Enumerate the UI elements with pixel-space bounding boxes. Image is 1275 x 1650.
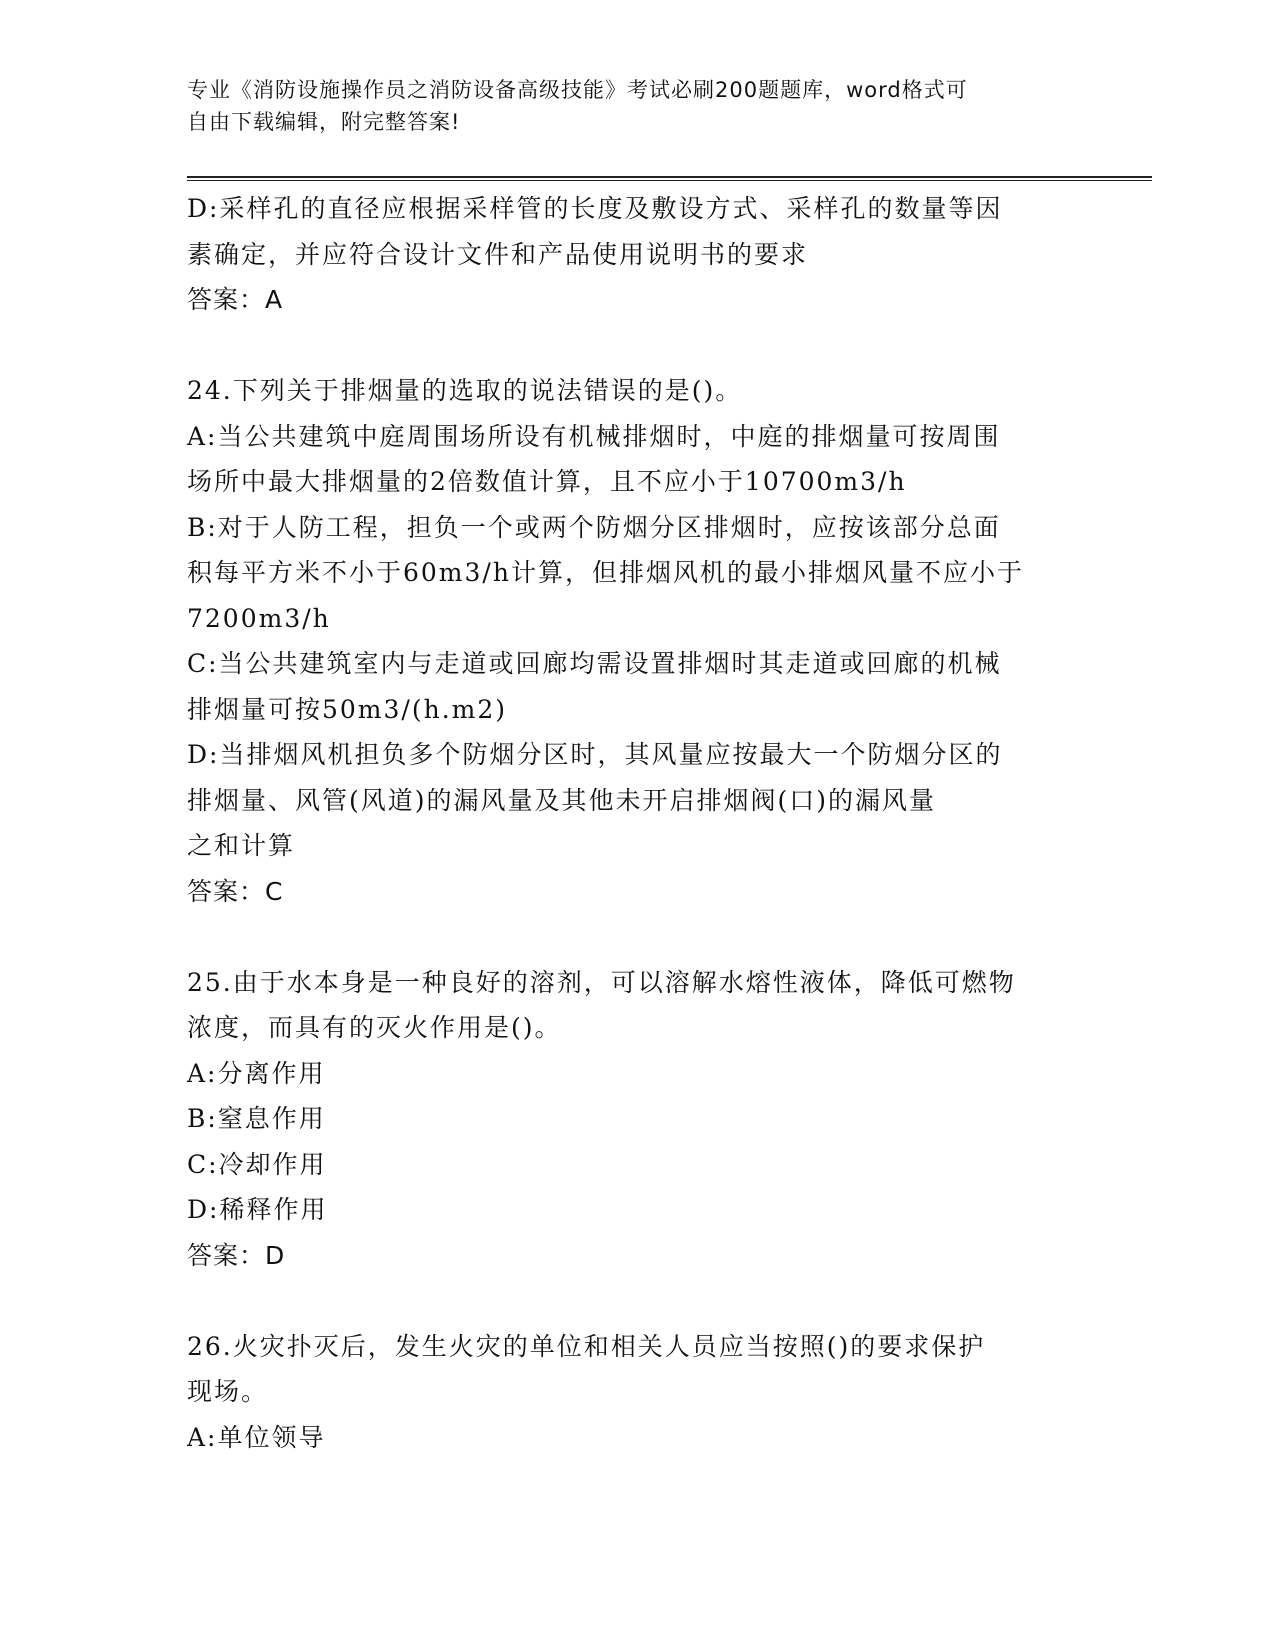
option-d: D:采样孔的直径应根据采样管的长度及敷设方式、采样孔的数量等因 bbox=[187, 194, 1003, 223]
page-header bbox=[187, 74, 1067, 138]
question-stem: 25.由于水本身是一种良好的溶剂，可以溶解水熔性液体，降低可燃物 bbox=[187, 967, 1016, 997]
option-b: B:对于人防工程，担负一个或两个防烟分区排烟时，应按该部分总面 bbox=[187, 512, 1001, 542]
spacer bbox=[187, 914, 1087, 960]
question-content bbox=[187, 186, 1087, 1460]
question-25 bbox=[187, 960, 1087, 1279]
option-a: A:当公共建筑中庭周围场所设有机械排烟时，中庭的排烟量可按周围 bbox=[187, 421, 1001, 451]
option-d-continued: 排烟量、风管(风道)的漏风量及其他未开启排烟阀(口)的漏风量 bbox=[187, 785, 937, 815]
answer-line: 答案：C bbox=[187, 876, 284, 906]
option-b-continued: 积每平方米不小于60m3/h计算，但排烟风机的最小排烟风量不应小于 bbox=[187, 558, 1024, 587]
question-stem: 26.火灾扑灭后，发生火灾的单位和相关人员应当按照()的要求保护 bbox=[187, 1331, 986, 1361]
option-b: B:窒息作用 bbox=[187, 1104, 326, 1133]
option-c: C:冷却作用 bbox=[187, 1149, 327, 1179]
option-b-continued: 7200m3/h bbox=[187, 603, 331, 633]
option-a: A:分离作用 bbox=[187, 1058, 326, 1088]
option-c: C:当公共建筑室内与走道或回廊均需设置排烟时其走道或回廊的机械 bbox=[187, 649, 1002, 678]
header-line: 自由下载编辑，附完整答案! bbox=[187, 110, 461, 134]
option-a-continued: 场所中最大排烟量的2倍数值计算，且不应小于10700m3/h bbox=[187, 467, 907, 496]
previous-question-tail bbox=[187, 186, 1087, 323]
spacer bbox=[187, 323, 1087, 369]
question-26 bbox=[187, 1324, 1087, 1461]
header-line: 专业《消防设施操作员之消防设备高级技能》考试必刷200题题库，word格式可 bbox=[187, 78, 968, 102]
question-stem-continued: 浓度，而具有的灭火作用是()。 bbox=[187, 1013, 562, 1042]
option-d: D:当排烟风机担负多个防烟分区时，其风量应按最大一个防烟分区的 bbox=[187, 740, 1003, 769]
option-a: A:单位领导 bbox=[187, 1422, 326, 1452]
question-24 bbox=[187, 368, 1087, 914]
spacer bbox=[187, 1278, 1087, 1324]
question-stem-continued: 现场。 bbox=[187, 1377, 269, 1406]
option-d-continued: 素确定，并应符合设计文件和产品使用说明书的要求 bbox=[187, 239, 809, 269]
header-divider bbox=[187, 176, 1152, 181]
answer-line: 答案：D bbox=[187, 1240, 286, 1270]
option-d-continued: 之和计算 bbox=[187, 831, 296, 860]
question-stem: 24.下列关于排烟量的选取的说法错误的是()。 bbox=[187, 376, 743, 405]
answer-line: 答案：A bbox=[187, 285, 284, 314]
option-c-continued: 排烟量可按50m3/(h.m2) bbox=[187, 694, 508, 724]
option-d: D:稀释作用 bbox=[187, 1195, 328, 1224]
